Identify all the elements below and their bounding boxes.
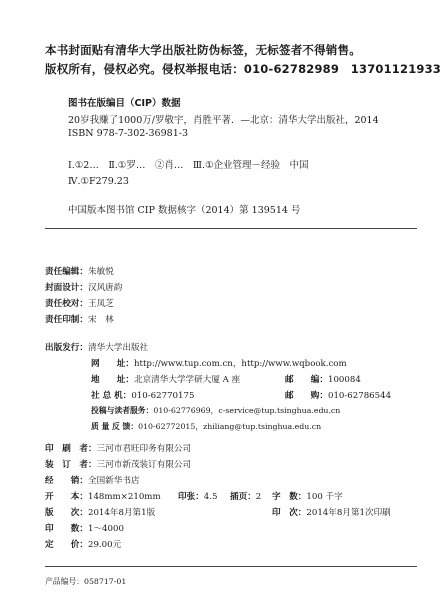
product-number-line	[45, 576, 126, 587]
printing-line	[272, 506, 391, 518]
publisher-name: 清华大学出版社	[87, 343, 149, 353]
sheets-line	[178, 490, 217, 502]
distributor-line	[45, 474, 140, 486]
row-value: 北京清华大学学研大厦 A 座	[133, 375, 241, 385]
cip-subjects: Ⅰ.①2… Ⅱ.①罗… ②肖… Ⅲ.①企业管理－经验 中国	[68, 160, 309, 171]
staff-value: 朱敏悦	[87, 267, 114, 277]
row-value: 1～4000	[87, 524, 124, 534]
row-value: 100084	[327, 375, 361, 385]
publisher-reader-service	[91, 405, 340, 416]
staff-label: 责任印制：	[45, 315, 88, 325]
row-label: 产品编号：	[45, 577, 84, 586]
row-value: 058717-01	[83, 577, 127, 586]
row-value: 010-62776969，c-service@tup.tsinghua.edu.cn	[153, 406, 341, 415]
row-value: 4.5	[203, 492, 218, 502]
price-line	[45, 538, 121, 550]
staff-proofreader	[45, 297, 114, 309]
row-label: 开 本：	[45, 492, 88, 502]
cip-classification: Ⅳ.①F279.23	[68, 176, 129, 187]
row-label: 网 址：	[91, 359, 134, 369]
staff-print-supervisor	[45, 313, 114, 325]
staff-label: 责任编辑：	[45, 267, 88, 277]
anti-counterfeit-notice: 本书封面贴有清华大学出版社防伪标签，无标签者不得销售。	[45, 43, 361, 57]
publisher-label: 出版发行：	[45, 343, 88, 353]
staff-editor	[45, 265, 114, 277]
row-label: 邮 编：	[285, 375, 328, 385]
row-label: 社 总 机：	[91, 391, 132, 401]
row-value: 29.00元	[87, 540, 122, 550]
row-value: http://www.tup.com.cn，http://www.wqbook.com	[133, 359, 347, 369]
staff-value: 王凤芝	[87, 299, 114, 309]
row-value: 2	[255, 492, 262, 502]
row-label: 邮 购：	[285, 391, 328, 401]
staff-label: 责任校对：	[45, 299, 88, 309]
row-value: 010-62786544	[327, 391, 392, 401]
edition-line	[45, 506, 155, 518]
row-label: 印张：	[178, 492, 204, 502]
printer-line	[45, 442, 191, 454]
row-value: 148mm×210mm	[87, 492, 161, 502]
row-label: 装 订 者：	[45, 460, 97, 470]
plates-line	[230, 490, 261, 502]
publisher-switchboard	[91, 389, 194, 401]
divider-2	[45, 566, 417, 567]
publisher-address	[91, 373, 240, 385]
cip-title-line: 20岁我赚了1000万/罗敬宇，肖胜平著．—北京：清华大学出版社，2014	[68, 115, 379, 126]
publisher-postcode	[285, 373, 361, 385]
staff-cover-design	[45, 281, 122, 293]
binder-line	[45, 458, 191, 470]
cip-heading: 图书在版编目（CIP）数据	[68, 98, 181, 109]
row-label: 印 次：	[272, 508, 307, 518]
print-run-line	[45, 522, 124, 534]
publisher-website	[91, 357, 347, 369]
cip-core-number: 中国版本图书馆 CIP 数据核字（2014）第 139514 号	[68, 205, 301, 216]
cip-isbn: ISBN 978-7-302-36981-3	[68, 128, 188, 139]
row-label: 印 数：	[45, 524, 88, 534]
row-label: 插页：	[230, 492, 256, 502]
format-line	[45, 490, 161, 502]
word-count-line	[272, 490, 343, 502]
row-label: 投稿与读者服务：	[91, 406, 154, 415]
staff-label: 封面设计：	[45, 283, 88, 293]
row-value: 全国新华书店	[87, 476, 140, 486]
row-label: 经 销：	[45, 476, 88, 486]
staff-value: 宋 林	[87, 315, 114, 325]
row-value: 三河市君旺印务有限公司	[96, 444, 192, 454]
divider-1	[45, 228, 417, 229]
row-value: 2014年8月第1版	[87, 508, 156, 518]
publisher-mail-order	[285, 389, 391, 401]
row-value: 100 千字	[306, 492, 343, 502]
row-value: 010-62770175	[131, 391, 195, 401]
row-value: 010-62772015，zhiliang@tup.tsinghua.edu.cn	[138, 422, 322, 431]
row-value: 2014年8月第1次印刷	[306, 508, 391, 518]
row-label: 定 价：	[45, 540, 88, 550]
publisher-quality-feedback	[91, 421, 321, 432]
row-label: 印 刷 者：	[45, 444, 97, 454]
row-label: 字 数：	[272, 492, 307, 502]
publisher-line	[45, 341, 148, 353]
row-label: 质 量 反 馈：	[91, 422, 139, 431]
row-label: 地 址：	[91, 375, 134, 385]
row-value: 三河市新茂装订有限公司	[96, 460, 192, 470]
staff-value: 汉风唐韵	[87, 283, 123, 293]
row-label: 版 次：	[45, 508, 88, 518]
copyright-notice: 版权所有，侵权必究。侵权举报电话：010-62782989 13701121933	[45, 62, 442, 76]
